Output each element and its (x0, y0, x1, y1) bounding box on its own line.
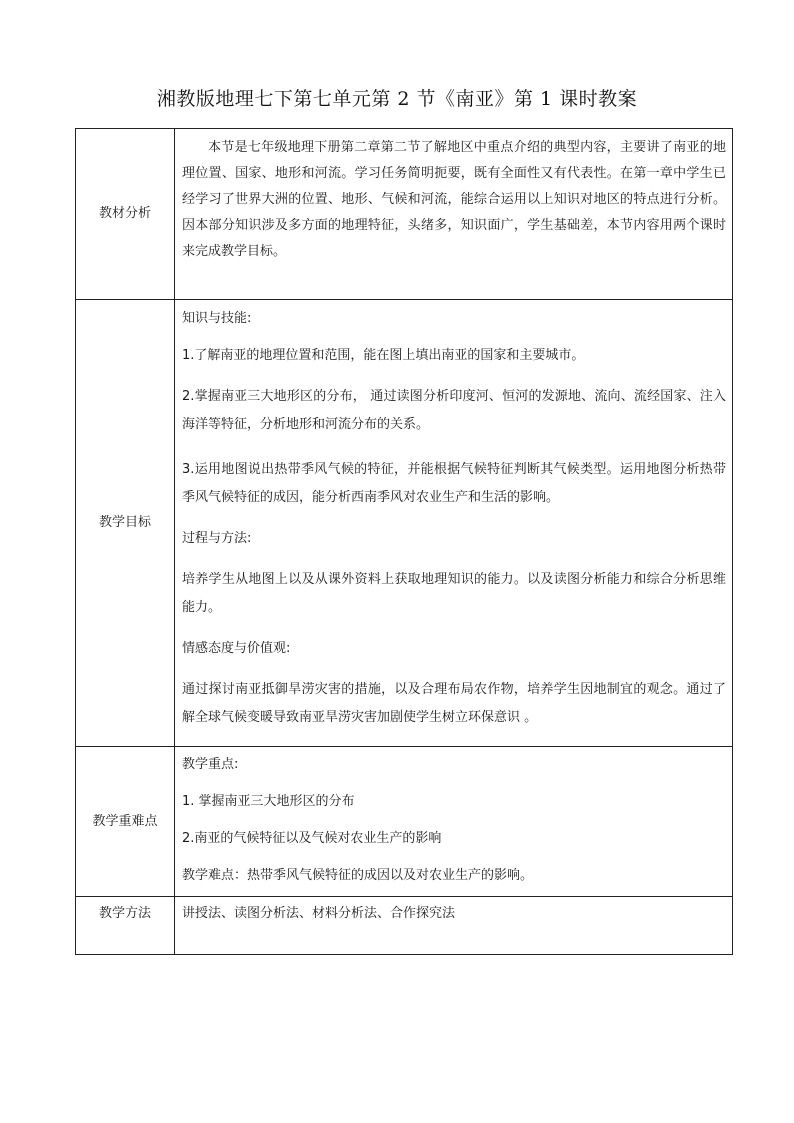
knowledge-heading: 知识与技能: (182, 311, 252, 326)
row-methods (76, 897, 733, 955)
cell-keypoints (175, 747, 733, 897)
attitude-text: 通过探讨南亚抵御旱涝灾害的措施，以及合理布局农作物，培养学生因地制宜的观念。通过了解全球气候变暖导致南亚旱涝灾害加剧使学生树立环保意识 。 (182, 682, 726, 725)
methods-text: 讲授法、读图分析法、材料分析法、合作探究法 (182, 906, 456, 921)
cell-objectives (175, 300, 733, 747)
objective-item-2: 2.掌握南亚三大地形区的分布， 通过读图分析印度河、恒河的发源地、流向、流经国家、注入海洋等特征，分析地形和河流分布的关系。 (182, 389, 726, 432)
lesson-plan-table (75, 128, 733, 955)
focus-item-2: 2.南亚的气候特征以及气候对农业生产的影响 (182, 831, 442, 846)
attitude-heading: 情感态度与价值观: (182, 641, 291, 656)
row-label-methods: 教学方法 (76, 897, 175, 955)
material-text: 本节是七年级地理下册第二章第二节了解地区中重点介绍的典型内容，主要讲了南亚的地理位置、国家、地形和河流。学习任务简明扼要，既有全面性又有代表性。在第一章中学生已经学习了世界大洲的位置、地形、气候和河流，能综合运用以上知识对地区的特点进行分析。因本部分知识涉及多方面的地理特征，头绪多，知识面广，学生基础差，本节内容用两个课时来完成教学目标。 (182, 140, 726, 259)
row-objectives (76, 300, 733, 747)
cell-material (175, 129, 733, 300)
page-title: 湘教版地理七下第七单元第 2 节《南亚》第 1 课时教案 (156, 88, 638, 110)
row-key-points (76, 747, 733, 897)
row-material-analysis (76, 129, 733, 300)
row-label-material: 教材分析 (76, 129, 175, 300)
objective-item-1: 1.了解南亚的地理位置和范围，能在图上填出南亚的国家和主要城市。 (182, 348, 585, 363)
row-label-objectives: 教学目标 (76, 300, 175, 747)
process-text: 培养学生从地图上以及从课外资料上获取地理知识的能力。以及读图分析能力和综合分析思维能力。 (182, 572, 726, 615)
process-heading: 过程与方法: (182, 531, 252, 546)
difficulty-text: 教学难点：热带季风气候特征的成因以及对农业生产的影响。 (182, 868, 534, 883)
objective-item-3: 3.运用地图说出热带季风气候的特征，并能根据气候特征判断其气候类型。运用地图分析热带季风气候特征的成因，能分析西南季风对农业生产和生活的影响。 (182, 462, 726, 505)
focus-item-1: 1. 掌握南亚三大地形区的分布 (182, 794, 355, 809)
focus-heading: 教学重点: (182, 757, 239, 772)
row-label-keypoints: 教学重难点 (76, 747, 175, 897)
cell-methods (175, 897, 733, 955)
